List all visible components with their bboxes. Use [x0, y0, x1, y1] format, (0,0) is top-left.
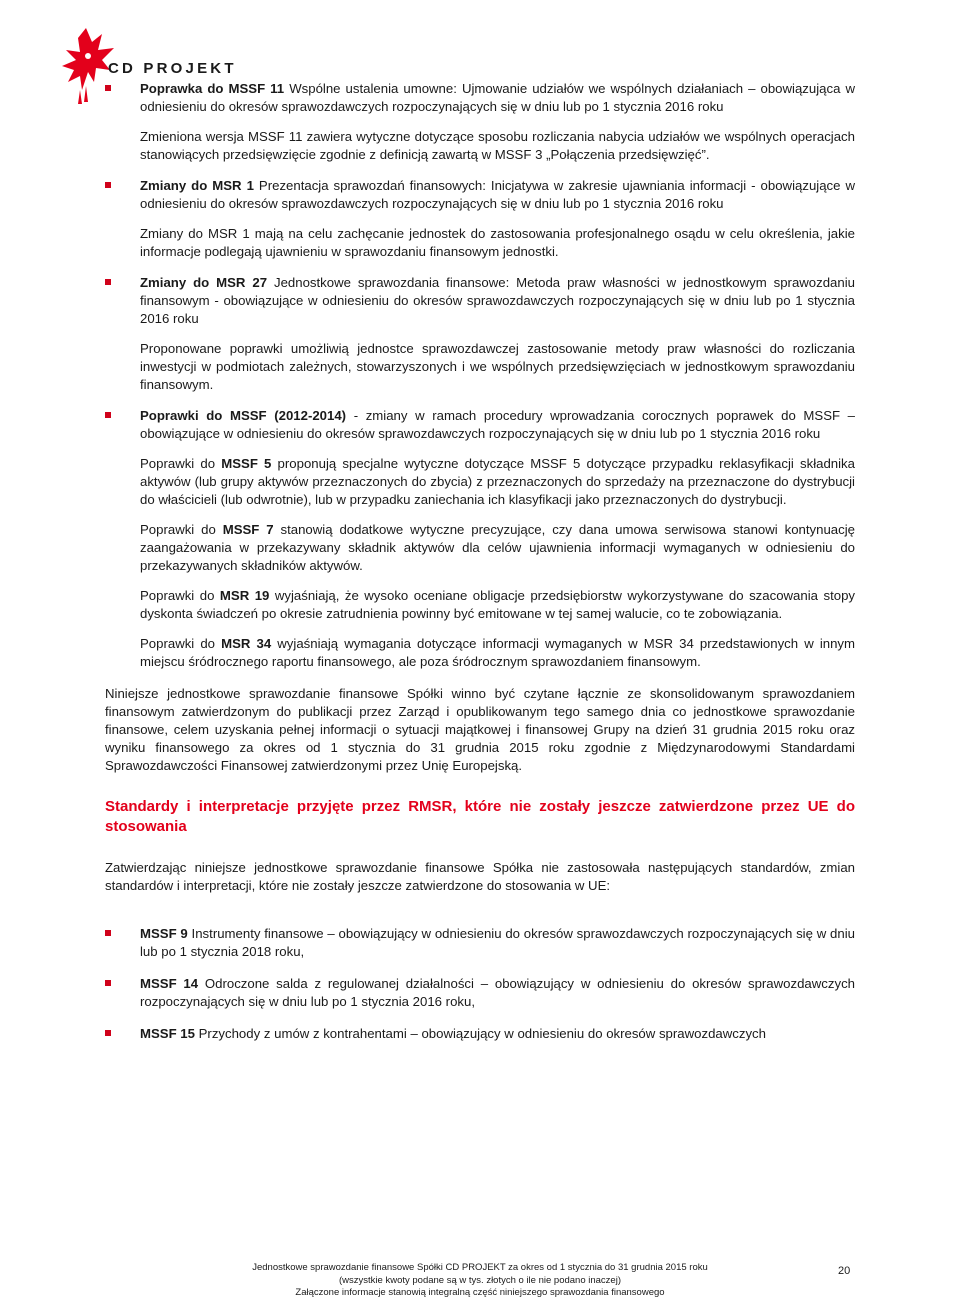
amendment-paragraph: Poprawki do MSR 34 wyjaśniają wymagania dotyczące informacji wymaganych w MSR 34 przedstawionych w innym miejscu śródrocznego raportu finansowego, ale poza śródrocznym sprawozdaniem finansowym. [140, 636, 856, 669]
amendment-code: MSR 34 [221, 636, 272, 651]
logo-wordmark: CD PROJEKT [108, 60, 237, 77]
standard-title [140, 274, 855, 328]
amendment-code: MSR 19 [219, 588, 270, 603]
footer-line: Jednostkowe sprawozdanie finansowe Spółki CD PROJEKT za okres od 1 stycznia do 31 grudnia 2015 roku [252, 1262, 708, 1273]
standard-title [140, 80, 855, 116]
standard-code: MSSF 14 [140, 976, 199, 991]
bullet-icon [105, 980, 111, 986]
standard-code: Zmiany do MSR 27 [140, 275, 268, 290]
pending-standard-item: MSSF 15 Przychody z umów z kontrahentami – obowiązujący w odniesieniu do okresów sprawozdawczych [105, 1025, 855, 1043]
footer-line: (wszystkie kwoty podane są w tys. złotych o ile nie podano inaczej) [339, 1274, 621, 1286]
pending-standard-item: MSSF 14 Odroczone salda z regulowanej działalności – obowiązujący w odniesieniu do okresów sprawozdawczych rozpoczynających się w dniu lub po 1 stycznia 2016 roku, [105, 975, 855, 1011]
standard-item [105, 274, 855, 394]
standard-item [105, 177, 855, 261]
amendment-code: MSSF 5 [221, 456, 272, 471]
amendment-code: MSSF 7 [222, 522, 274, 537]
standard-description: Zmiany do MSR 1 mają na celu zachęcanie jednostek do zastosowania profesjonalnego osądu w celu określenia, jakie informacje podlegają ujawnieniu w sprawozdaniu finansowym jednostki. [140, 226, 855, 259]
standard-code: MSSF 9 [140, 926, 188, 941]
page-footer [0, 1262, 960, 1300]
standard-code: Poprawki do MSSF (2012-2014) [140, 408, 347, 423]
amendment-paragraph: Poprawki do MSR 19 wyjaśniają, że wysoko oceniane obligacje przedsiębiorstw wykorzystywane do szacowania stopy dyskonta świadczeń po okresie zatrudnienia powinny być emitowane w tej samej walucie, co te zobowiązania. [140, 588, 856, 621]
standard-title [140, 177, 855, 213]
standard-description: Zmieniona wersja MSSF 11 zawiera wytyczne dotyczące sposobu rozliczania nabycia udziałów we wspólnych operacjach stanowiących przedsięwzięcie zgodnie z definicją zawartą w MSSF 3 „Połączenia przedsięwzięć”. [140, 129, 855, 162]
standard-code: Zmiany do MSR 1 [140, 178, 254, 193]
standard-item [105, 407, 855, 671]
standard-title-text: - zmiany w ramach procedury wprowadzania corocznych poprawek do MSSF – obowiązujące w odniesieniu do okresów sprawozdawczych rozpoczynających się w dniu lub po 1 stycznia 2016 roku [140, 408, 855, 441]
standard-title [140, 407, 855, 443]
section-heading: Standardy i interpretacje przyjęte przez RMSR, które nie zostały jeszcze zatwierdzone przez UE do stosowania [105, 798, 855, 835]
bullet-icon [105, 1030, 111, 1036]
footer-line: Załączone informacje stanowią integralną część niniejszego sprawozdania finansowego [295, 1287, 665, 1298]
standard-title-text: Jednostkowe sprawozdania finansowe: Metoda praw własności w jednostkowym sprawozdaniu finansowym - obowiązujące w odniesieniu do okresów sprawozdawczych rozpoczynających się w dniu lub po 1 stycznia 2016 roku [140, 275, 855, 326]
standard-item [105, 80, 855, 164]
amendment-paragraph: Poprawki do MSSF 5 proponują specjalne wytyczne dotyczące MSSF 5 dotyczące przypadku reklasyfikacji składnika aktywów (lub grupy aktywów przeznaczonych do zbycia) z przeznaczonych do sprzedaży na przeznaczone do dystrybucji do właścicieli (lub odwrotnie), lub w przypadku zaniechania ich klasyfikacji jako przeznaczonych do dystrybucji. [140, 456, 855, 507]
document-body [105, 80, 855, 1043]
bullet-icon [105, 930, 111, 936]
section-intro: Zatwierdzając niniejsze jednostkowe sprawozdanie finansowe Spółka nie zastosowała następujących standardów, zmian standardów i interpretacji, które nie zostały jeszcze zatwierdzone do stosowania w UE: [105, 860, 855, 893]
standard-title-text: Prezentacja sprawozdań finansowych: Inicjatywa w zakresie ujawniania informacji - obowiązujące w odniesieniu do okresów sprawozdawczych rozpoczynających się w dniu lub po 1 stycznia 2016 roku [140, 178, 855, 211]
pending-standard-item: MSSF 9 Instrumenty finansowe – obowiązujący w odniesieniu do okresów sprawozdawczych rozpoczynających się w dniu lub po 1 stycznia 2018 roku, [105, 925, 855, 961]
standard-code: MSSF 15 [140, 1026, 195, 1041]
standard-code: Poprawka do MSSF 11 [140, 81, 285, 96]
standard-title-text: Wspólne ustalenia umowne: Ujmowanie udziałów we wspólnych działaniach – obowiązująca w odniesieniu do okresów sprawozdawczych rozpoczynających się w dniu lub po 1 stycznia 2016 roku [140, 81, 855, 114]
amendment-paragraph: Poprawki do MSSF 7 stanowią dodatkowe wytyczne precyzujące, czy dana umowa serwisowa stanowi kontynuację zaangażowania w przekazywany składnik aktywów dla celów ujawnienia informacji wymaganych w odniesieniu do przekazywanych składników aktywów. [140, 522, 855, 573]
bullet-icon [105, 279, 111, 285]
bullet-icon [105, 85, 111, 91]
bullet-icon [105, 182, 111, 188]
standard-description: Proponowane poprawki umożliwią jednostce sprawozdawczej zastosowanie metody praw własności do rozliczania inwestycji w podmiotach zależnych, stowarzyszonych i we wspólnych przedsięwzięciach w jednostkowym sprawozdaniu finansowym. [140, 341, 855, 392]
bullet-icon [105, 412, 111, 418]
page-number: 20 [838, 1265, 851, 1277]
summary-paragraph: Niniejsze jednostkowe sprawozdanie finansowe Spółki winno być czytane łącznie ze skonsolidowanym sprawozdaniem finansowym zatwierdzonym do publikacji przez Zarząd i opublikowanym tego samego dnia co jednostkowe sprawozdanie finansowe, celem uzyskania pełnej informacji o sytuacji majątkowej i finansowej Grupy na dzień 31 grudnia 2015 roku oraz wyniku finansowego za okres od 1 stycznia do 31 grudnia 2015 roku zgodnie z Międzynarodowymi Standardami Sprawozdawczości Finansowej zatwierdzonymi przez Unię Europejską. [105, 686, 855, 773]
